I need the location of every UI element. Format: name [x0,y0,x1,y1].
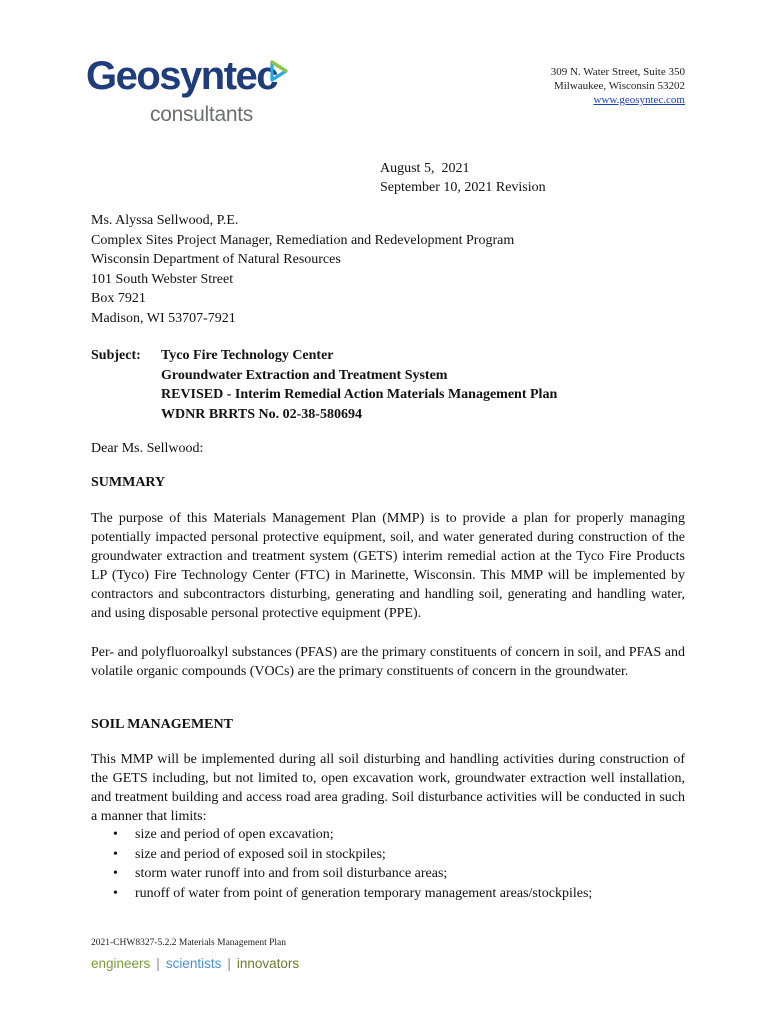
geosyntec-logo [86,54,301,132]
document-reference: 2021-CHW8327-5.2.2 Materials Management Plan [91,938,286,948]
list-item: • runoff of water from point of generation temporary management areas/stockpiles; [113,884,592,904]
soil-management-paragraph: This MMP will be implemented during all soil disturbing and handling activities during construction of the GETS including, but not limited to, open excavation work, groundwater extraction well installation, and treatment building and access road area grading. Soil disturbance activities will be conducted in such a manner that limits: [91,752,685,824]
geosyntec-arrow-mark-icon [269,60,289,82]
bullet-icon: • [113,846,118,862]
subject-line: Tyco Fire Technology Center [161,348,334,363]
address-line-2: Milwaukee, Wisconsin 53202 [553,80,685,92]
bullet-icon: • [113,866,118,881]
logo-wordmark: Geosyntec [86,54,278,98]
summary-paragraph-2: Per- and polyfluoroalkyl substances (PFAS) are the primary constituents of concern in soil, and PFAS and volatile organic compounds (VOCs) are the primary constituents of concern in the groundwater. [91,645,685,679]
tagline-scientists: scientists [165,956,222,971]
summary-paragraph-1: The purpose of this Materials Management Plan (MMP) is to provide a plan for properly managing potentially impacted personal protective equipment, soil, and water generated during construction of the groundwater extraction and treatment system (GETS) interim remedial action at the Tyco Fire Products LP (Tyco) Fire Technology Center (FTC) in Marinette, Wisconsin. This MMP will be implemented by contractors and subcontractors disturbing, generating and handling soil, generating and handling water, and using disposable personal protective equipment (PPE). [91,511,685,621]
revision-date: September 10, 2021 Revision [380,180,546,195]
recipient-name: Ms. Alyssa Sellwood, P.E. [91,213,239,228]
address-line-1: 309 N. Water Street, Suite 350 [550,66,685,78]
list-item: • size and period of exposed soil in stockpiles; [113,845,592,865]
recipient-org: Wisconsin Department of Natural Resources [91,252,341,267]
salutation: Dear Ms. Sellwood: [91,441,204,456]
subject-line: REVISED - Interim Remedial Action Materials Management Plan [161,387,558,402]
letter-dates [380,159,546,197]
recipient-block [91,211,514,328]
bullet-icon: • [113,827,118,842]
footer-tagline [91,956,299,971]
soil-limits-list [113,825,592,903]
company-address [551,65,685,107]
subject-label: Subject: [91,348,141,363]
tagline-engineers: engineers [91,956,151,971]
list-item: • storm water runoff into and from soil disturbance areas; [113,864,592,884]
tagline-separator: | [156,956,160,971]
tagline-separator: | [227,956,231,971]
letter-date: August 5, 2021 [380,161,470,176]
list-item: • size and period of open excavation; [113,825,592,845]
subject-line: WDNR BRRTS No. 02-38-580694 [161,406,362,422]
bullet-icon: • [113,885,118,901]
website-link[interactable]: www.geosyntec.com [593,94,685,106]
subject-line: Groundwater Extraction and Treatment System [161,367,448,383]
summary-heading: SUMMARY [91,475,166,490]
recipient-box: Box 7921 [91,291,146,306]
tagline-innovators: innovators [236,956,300,971]
recipient-city: Madison, WI 53707-7921 [91,310,236,326]
logo-subtitle: consultants [150,103,253,126]
recipient-title: Complex Sites Project Manager, Remediation and Redevelopment Program [91,232,515,248]
recipient-street: 101 South Webster Street [91,271,234,287]
soil-management-heading: SOIL MANAGEMENT [91,717,233,732]
